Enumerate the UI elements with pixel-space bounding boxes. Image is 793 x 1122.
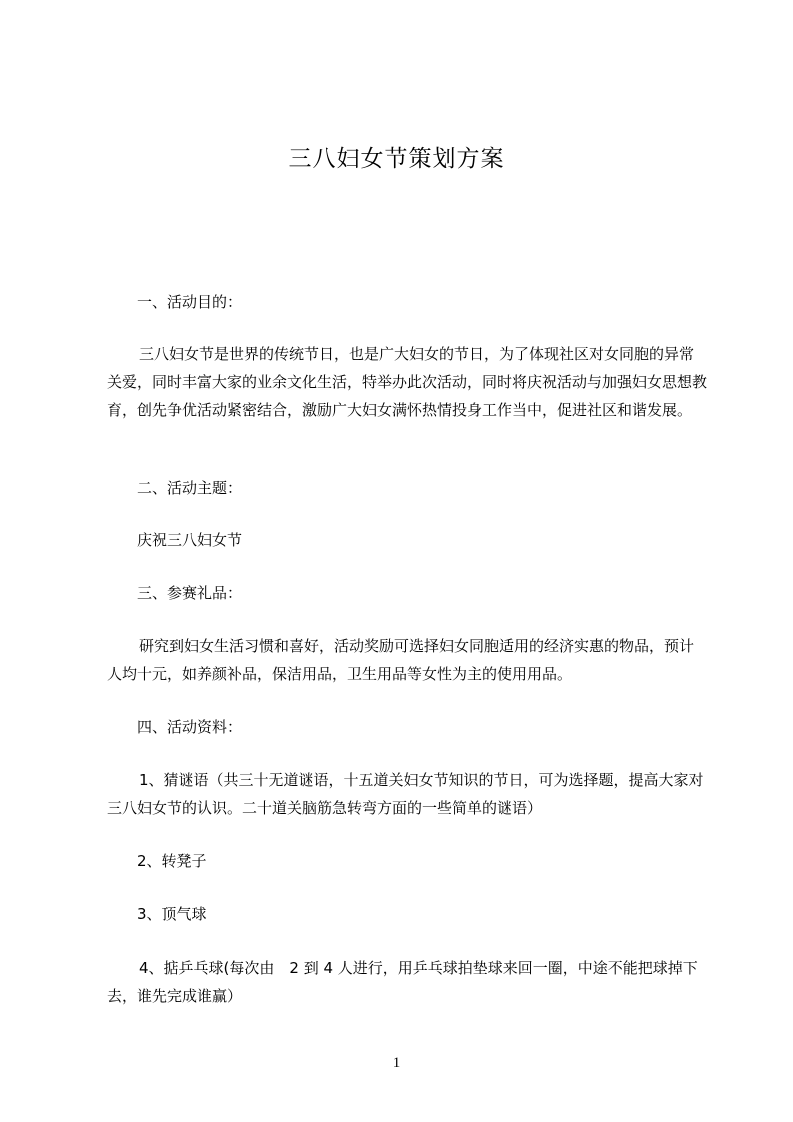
section-heading-theme: 二、活动主题： (137, 479, 243, 497)
section-body-purpose: 三八妇女节是世界的传统节日，也是广大妇女的节日，为了体现社区对女同胞的异常关爱，同时丰富大家的业余文化生活，特举办此次活动，同时将庆祝活动与加强妇女思想教育，创先争优活动紧密结合，激励广大妇女满怀热情投身工作当中，促进社区和谐发展。 (107, 345, 708, 419)
section-heading-purpose: 一、活动目的： (137, 293, 243, 311)
section-body-theme: 庆祝三八妇女节 (137, 531, 243, 549)
document-title: 三八妇女节策划方案 (288, 146, 505, 172)
materials-item-riddles: 1、猜谜语（共三十无道谜语，十五道关妇女节知识的节日，可为选择题，提高大家对三八妇女节的认识。二十道关脑筋急转弯方面的一些简单的谜语） (107, 771, 704, 817)
section-heading-materials: 四、活动资料： (137, 718, 243, 736)
page-number: 1 (392, 1055, 401, 1071)
materials-item-pingpong: 4、掂乒乓球(每次由 2 到 4 人进行，用乒乓球拍垫球来回一圈，中途不能把球掉下去，谁先完成谁赢） (107, 959, 698, 1005)
materials-item-balloon: 3、顶气球 (137, 905, 207, 923)
section-body-prizes: 研究到妇女生活习惯和喜好，活动奖励可选择妇女同胞适用的经济实惠的物品，预计人均十元，如养颜补品，保洁用品，卫生用品等女性为主的使用用品。 (107, 637, 695, 683)
materials-item-chairs: 2、转凳子 (137, 852, 207, 870)
section-heading-prizes: 三、参赛礼品： (137, 584, 243, 602)
